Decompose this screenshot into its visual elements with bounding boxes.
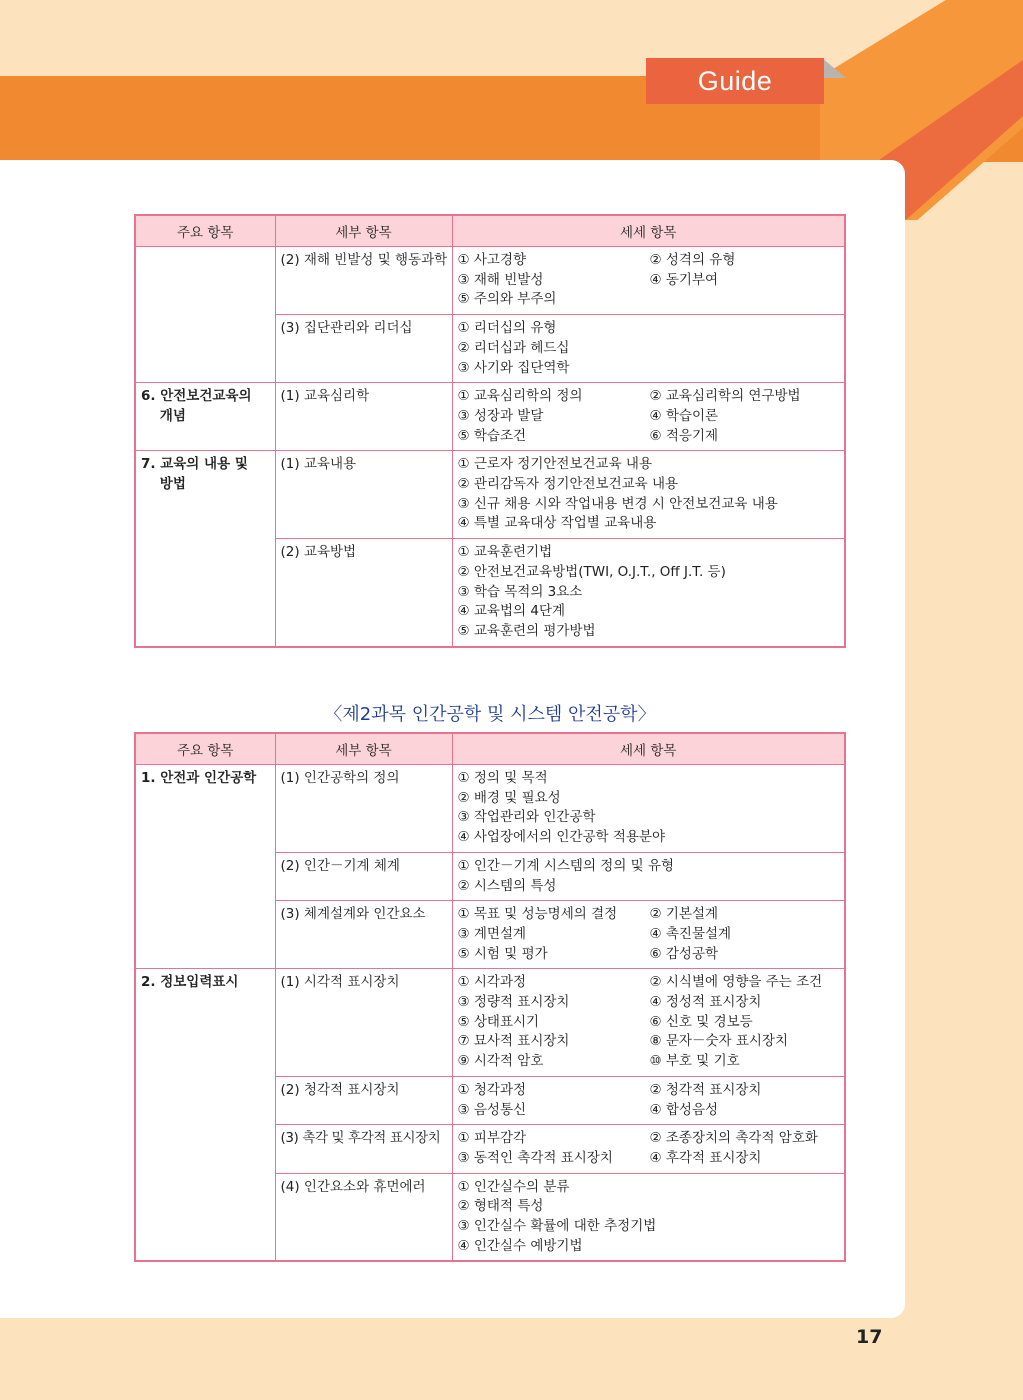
table-header-row [135,215,845,247]
detail-items: ① 청각과정 ② 청각적 표시장치 ③ 음성통신 ④ 합성음성 [452,1076,845,1124]
sub-item: (1) 교육심리학 [275,383,452,451]
guide-tab: Guide [646,58,824,104]
header-sub: 세부 항목 [275,733,452,765]
header-detail: 세세 항목 [452,733,845,765]
header-major: 주요 항목 [135,215,275,247]
table-row [135,969,845,1077]
section-title: 〈제2과목 인간공학 및 시스템 안전공학〉 [324,704,656,725]
detail-items: ① 정의 및 목적 ② 배경 및 필요성 ③ 작업관리와 인간공학 ④ 사업장에서의 인간공학 적용분야 [452,765,845,853]
detail-items: ① 인간－기계 시스템의 정의 및 유형 ② 시스템의 특성 [452,852,845,900]
header-sub: 세부 항목 [275,215,452,247]
table-row [135,247,845,315]
major-item: 6. 안전보건교육의 개념 [135,383,275,451]
sub-item: (1) 교육내용 [275,451,452,539]
detail-items: ① 교육훈련기법 ② 안전보건교육방법(TWI, O.J.T., Off J.T. 등) ③ 학습 목적의 3요소 ④ 교육법의 4단계 ⑤ 교육훈련의 평가방법 [452,539,845,647]
detail-items: ① 사고경향 ② 성격의 유형 ③ 재해 빈발성 ④ 동기부여 ⑤ 주의와 부주의 [452,247,845,315]
table-row [135,383,845,451]
sub-item: (1) 인간공학의 정의 [275,765,452,853]
major-item: 1. 안전과 인간공학 [135,765,275,969]
major-item: 2. 정보입력표시 [135,969,275,1262]
detail-items: ① 교육심리학의 정의 ② 교육심리학의 연구방법 ③ 성장과 발달 ④ 학습이론 ⑤ 학습조건 ⑥ 적응기제 [452,383,845,451]
page-number: 17 [856,1326,883,1348]
table-header-row [135,733,845,765]
sub-item: (4) 인간요소와 휴먼에러 [275,1173,452,1261]
sub-item: (3) 촉각 및 후각적 표시장치 [275,1125,452,1173]
detail-items: ① 피부감각 ② 조종장치의 촉각적 암호화 ③ 동적인 촉각적 표시장치 ④ 후각적 표시장치 [452,1125,845,1173]
syllabus-table-1 [134,214,846,648]
sub-item: (2) 청각적 표시장치 [275,1076,452,1124]
detail-items: ① 인간실수의 분류 ② 형태적 특성 ③ 인간실수 확률에 대한 추정기법 ④ 인간실수 예방기법 [452,1173,845,1261]
table-row [135,765,845,853]
detail-items: ① 목표 및 성능명세의 결정 ② 기본설계 ③ 계면설계 ④ 촉진물설계 ⑤ 시험 및 평가 ⑥ 감성공학 [452,901,845,969]
syllabus-table-2 [134,732,846,1262]
header-major: 주요 항목 [135,733,275,765]
sub-item: (2) 재해 빈발성 및 행동과학 [275,247,452,315]
sub-item: (3) 체계설계와 인간요소 [275,901,452,969]
sub-item: (2) 교육방법 [275,539,452,647]
major-item [135,247,275,383]
major-item: 7. 교육의 내용 및 방법 [135,451,275,647]
table-row [135,451,845,539]
detail-items: ① 시각과정 ② 시식별에 영향을 주는 조건 ③ 정량적 표시장치 ④ 정성적 표시장치 ⑤ 상태표시기 ⑥ 신호 및 경보등 ⑦ 묘사적 표시장치 ⑧ 문자－숫자 표시장치 ⑨ 시각적 암호 ⑩ 부호 및 기호 [452,969,845,1077]
detail-items: ① 리더십의 유형 ② 리더십과 헤드십 ③ 사기와 집단역학 [452,315,845,383]
sub-item: (3) 집단관리와 리더십 [275,315,452,383]
sub-item: (2) 인간－기계 체계 [275,852,452,900]
header-detail: 세세 항목 [452,215,845,247]
detail-items: ① 근로자 정기안전보건교육 내용 ② 관리감독자 정기안전보건교육 내용 ③ 신규 채용 시와 작업내용 변경 시 안전보건교육 내용 ④ 특별 교육대상 작업별 교육내용 [452,451,845,539]
sub-item: (1) 시각적 표시장치 [275,969,452,1077]
